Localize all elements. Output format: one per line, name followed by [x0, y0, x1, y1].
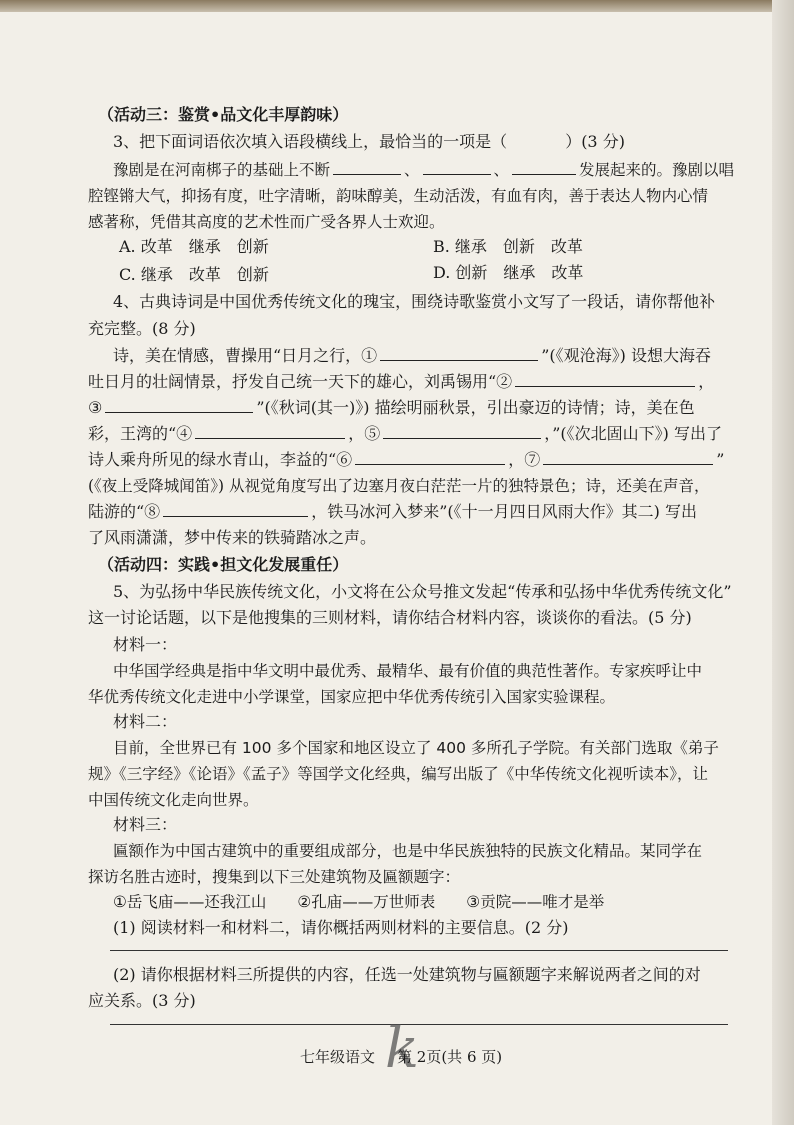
q4-blank-4[interactable]: [195, 424, 345, 439]
q4-line8: (《夜上受降城闻笛》) 从视觉角度写出了边塞月夜白茫茫一片的独特景色；诗，还美在声音，: [88, 477, 710, 495]
footer-subject: 七年级语文: [300, 1048, 376, 1066]
q3-score: ）(3 分): [565, 132, 625, 151]
q3-passage-line2: 腔铿锵大气，抑扬有度，吐字清晰，韵味醇美，生动活泼，有血有肉，善于表达人物内心情: [88, 187, 709, 205]
q4-text: ，铁马冰河入梦来”(《十一月四日风雨大作》其二) 写出: [311, 502, 697, 521]
q4-blank-6[interactable]: [355, 450, 505, 465]
q5-stem-line2: 这一讨论话题，以下是他搜集的三则材料，请你结合材料内容，谈谈你的看法。(5 分): [88, 608, 692, 627]
material2-title: 材料二：: [113, 712, 178, 731]
q3-sep: 、: [493, 161, 510, 179]
q4-blank-7[interactable]: [543, 450, 713, 465]
material2-line2: 规》《三字经》《论语》《孟子》等国学文化经典，编写出版了《中华传统文化视听读本》，让: [88, 765, 709, 783]
material1-line1: 中华国学经典是指中华文明中最优秀、最精华、最有价值的典范性著作。专家疾呼让中: [113, 662, 703, 680]
q3-passage-line3: 感著称，凭借其高度的艺术性而广受各界人士欢迎。: [88, 213, 445, 231]
material2-line1: 目前，全世界已有 100 多个国家和地区设立了 400 多所孔子学院。有关部门选取《弟子: [113, 739, 719, 757]
q4-text: 诗人乘舟所见的绿水青山，李益的“⑥: [88, 450, 353, 469]
q3-option-a[interactable]: A. 改革 继承 创新: [119, 237, 269, 256]
q4-blank-5[interactable]: [383, 424, 541, 439]
footer-page-number: 第 2页(共 6 页): [397, 1048, 503, 1066]
q4-text: ，⑦: [508, 450, 541, 469]
q4-text: 吐日月的壮阔情景，抒发自己统一天下的雄心，刘禹锡用“②: [88, 372, 513, 391]
q4-blank-1[interactable]: [380, 346, 538, 361]
q4-text: ③: [88, 398, 103, 417]
q3-blank-3[interactable]: [512, 160, 576, 175]
page-right-edge: [772, 0, 794, 1125]
page-footer: [300, 1046, 502, 1067]
q5-stem-line1: 5、为弘扬中华民族传统文化，小文将在公众号推文发起“传承和弘扬中华优秀传统文化”: [113, 582, 732, 601]
material1-line2: 华优秀传统文化走进中小学课堂，国家应把中华优秀传统引入国家实验课程。: [88, 688, 616, 706]
q4-text: 彩，王湾的“④: [88, 424, 193, 443]
q5-sub1: (1) 阅读材料一和材料二，请你概括两则材料的主要信息。(2 分): [113, 918, 569, 937]
q4-text: 诗，美在情感，曹操用“日月之行，①: [113, 346, 378, 365]
q4-text: ，”(《次北固山下》) 写出了: [544, 424, 722, 443]
q3-passage-line1: [113, 159, 734, 181]
q5-sub1-answer-line[interactable]: [110, 950, 728, 951]
q4-line4: [88, 371, 714, 393]
q4-text: ”(《观沧海》) 设想大海吞: [541, 346, 711, 365]
material3-items: ①岳飞庙——还我江山 ②孔庙——万世师表 ③贡院——唯才是举: [113, 893, 605, 911]
q4-text: ”: [716, 450, 725, 469]
q4-blank-8[interactable]: [163, 502, 308, 517]
q4-text: ，⑤: [348, 424, 381, 443]
q4-text: 陆游的“⑧: [88, 502, 161, 521]
q3-option-b[interactable]: B. 继承 创新 改革: [433, 237, 583, 256]
material3-line1: 匾额作为中国古建筑中的重要组成部分，也是中华民族独特的民族文化精品。某同学在: [113, 842, 703, 860]
q4-line9: [88, 501, 697, 523]
q3-option-d[interactable]: D. 创新 继承 改革: [433, 263, 584, 282]
q3-blank-2[interactable]: [423, 160, 491, 175]
q3-blank-1[interactable]: [333, 160, 401, 175]
activity3-heading: （活动三：鉴赏•品文化丰厚韵味）: [98, 105, 349, 124]
q5-sub2-answer-line[interactable]: [110, 1024, 728, 1025]
activity4-heading: （活动四：实践•担文化发展重任）: [98, 555, 349, 574]
q4-text: ”(《秋词(其一)》) 描绘明丽秋景，引出豪迈的诗情；诗，美在色: [256, 398, 695, 417]
q3-stem: [113, 131, 625, 153]
q4-line10: 了风雨潇潇，梦中传来的铁骑踏冰之声。: [88, 528, 377, 547]
q4-stem-line2: 充完整。(8 分): [88, 319, 196, 338]
q3-passage-text: 发展起来的。豫剧以唱: [579, 161, 735, 179]
q5-sub2-line2: 应关系。(3 分): [88, 991, 196, 1010]
q3-sep: 、: [404, 161, 420, 179]
material1-title: 材料一：: [113, 635, 178, 654]
q3-passage-text: 豫剧是在河南梆子的基础上不断: [113, 161, 331, 179]
q3-option-c[interactable]: C. 继承 改革 创新: [119, 265, 269, 284]
k-watermark-mark: k: [385, 1016, 419, 1081]
q4-blank-2[interactable]: [515, 372, 695, 387]
q4-blank-3[interactable]: [105, 398, 253, 413]
material2-line3: 中国传统文化走向世界。: [88, 791, 259, 809]
q4-line5: [88, 397, 695, 419]
q4-line6: [88, 423, 722, 445]
q4-line7: [88, 449, 724, 471]
material3-line2: 探访名胜古迹时，搜集到以下三处建筑物及匾额题字：: [88, 868, 461, 886]
q3-stem-text: 3、把下面词语依次填入语段横线上，最恰当的一项是（: [113, 132, 508, 151]
q5-sub2-line1: (2) 请你根据材料三所提供的内容，任选一处建筑物与匾额题字来解说两者之间的对: [113, 965, 701, 984]
q4-stem-line1: 4、古典诗词是中国优秀传统文化的瑰宝，围绕诗歌鉴赏小文写了一段话，请你帮他补: [113, 292, 716, 311]
material3-title: 材料三：: [113, 815, 178, 834]
q4-text: ，: [698, 372, 715, 391]
q4-line3: [113, 345, 711, 367]
